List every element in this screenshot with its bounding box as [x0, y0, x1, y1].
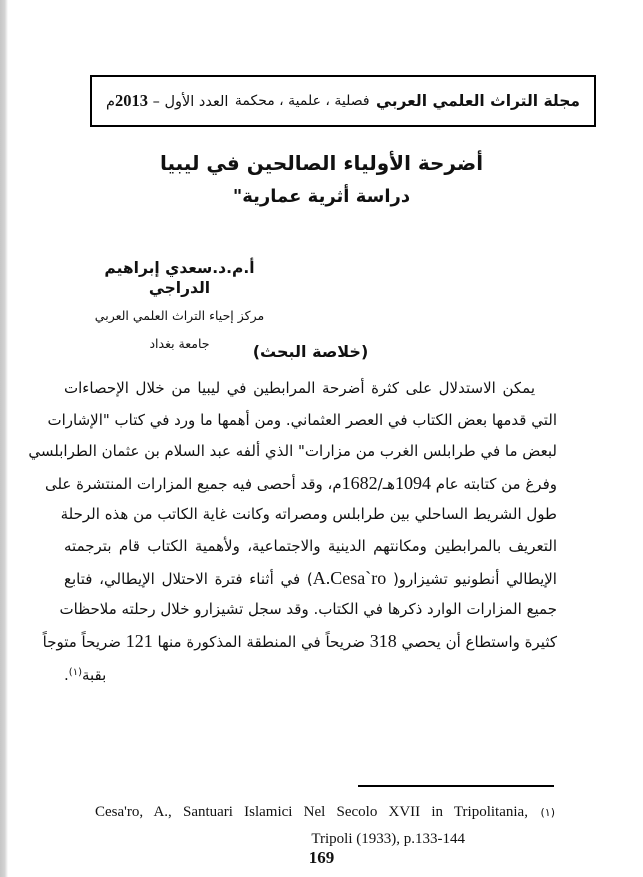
arabic-text-run: التعريف بالمرابطين ومكانتهم الدينية والاجتماعية، ولأهمية الكتاب قام بترجمته: [64, 536, 557, 555]
footnote-citation-line1: [95, 799, 555, 825]
arabic-text-run: طول الشريط الساحلي بين طرابلس ومصراته وكانت غاية الكاتب من هذه الرحلة: [60, 505, 557, 524]
body-line: [64, 563, 557, 595]
footnote-marker: (١): [540, 806, 556, 819]
latin-text-run: A.Cesa`ro: [312, 567, 387, 588]
body-line: [60, 499, 557, 531]
arabic-text-run: الإيطالي أنطونيو تشيزارو(: [386, 569, 557, 588]
arabic-text-run: بقبة: [81, 666, 107, 685]
body-line: [28, 436, 557, 468]
arabic-text-run: التي قدمها بعض الكتاب في العصر العثماني. ومن أهمها ما ورد في كتاب "الإشارات: [47, 410, 557, 429]
latin-text-run: 1682: [341, 472, 378, 493]
arabic-text-run: م: [106, 94, 115, 110]
scan-edge-artifact: [0, 0, 8, 877]
page-number: 169: [308, 848, 335, 867]
footnote-separator-line: [358, 785, 554, 787]
arabic-text-run: العدد الأول –: [147, 94, 229, 110]
paper-subtitle: دراسة أثرية عمارية": [232, 186, 411, 207]
body-line: [64, 657, 557, 689]
arabic-text-run: كثيرة واستطاع أن يحصي: [396, 632, 557, 651]
body-line: [59, 594, 557, 626]
body-line: [44, 468, 557, 500]
latin-text-run: 121: [125, 630, 153, 651]
paper-title: أضرحة الأولياء الصالحين في ليبيا: [159, 151, 484, 175]
arabic-text-run: هـ/: [377, 474, 396, 493]
author-name: أ.م.د.سعدي إبراهيم الدراجي: [104, 259, 255, 297]
arabic-text-run: ضريحاً متوجاً: [42, 632, 126, 651]
title-block: [0, 150, 643, 210]
latin-text-run: 2013: [114, 91, 148, 110]
arabic-text-run: جميع المزارات الوارد ذكرها في الكتاب. وقد سجل تشيزارو خلال رحلته ملاحظات: [59, 600, 557, 619]
body-line: [64, 373, 557, 405]
journal-attributes: فصلية ، علمية ، محكمة: [234, 93, 370, 109]
arabic-text-run: ضريحاً في المنطقة المذكورة منها: [152, 632, 370, 651]
footnote-ref-mark: (١): [68, 667, 82, 679]
author-block: [72, 258, 287, 352]
arabic-text-run: وفرغ من كتابته عام: [431, 474, 557, 493]
footnote-citation-text: Cesa'ro, A., Santuari Islamici Nel Secolo XVII in Tripolitania,: [95, 804, 528, 820]
body-line: [42, 626, 557, 658]
body-line: [47, 405, 557, 437]
journal-header-box: [90, 75, 596, 127]
footnote-block: [95, 799, 555, 851]
arabic-text-run: .: [64, 666, 69, 685]
author-affiliation-center: مركز إحياء التراث العلمي العربي: [94, 308, 265, 323]
arabic-text-run: لبعض ما في طرابلس الغرب من مزارات" الذي ألفه عبد السلام بن عثمان الطرابلسي: [28, 442, 557, 461]
arabic-text-run: ) في أثناء فترة الاحتلال الإيطالي، فتابع: [64, 569, 313, 588]
latin-text-run: 1094: [395, 472, 432, 493]
abstract-paragraph: [28, 373, 557, 689]
arabic-text-run: م، وقد أحصى فيه جميع المزارات المنتشرة على: [44, 474, 342, 493]
footnote-citation-text2: Tripoli (1933), p.133-144: [311, 831, 465, 847]
author-affiliation-university: جامعة بغداد: [149, 336, 210, 351]
body-line: [64, 531, 557, 563]
abstract-heading: (خلاصة البحث): [252, 342, 369, 361]
journal-name: مجلة التراث العلمي العربي: [376, 92, 580, 110]
arabic-text-run: يمكن الاستدلال على كثرة أضرحة المرابطين في ليبيا من خلال الإحصاءات: [64, 379, 535, 397]
latin-text-run: 318: [369, 630, 397, 651]
journal-issue-year: [106, 91, 228, 111]
